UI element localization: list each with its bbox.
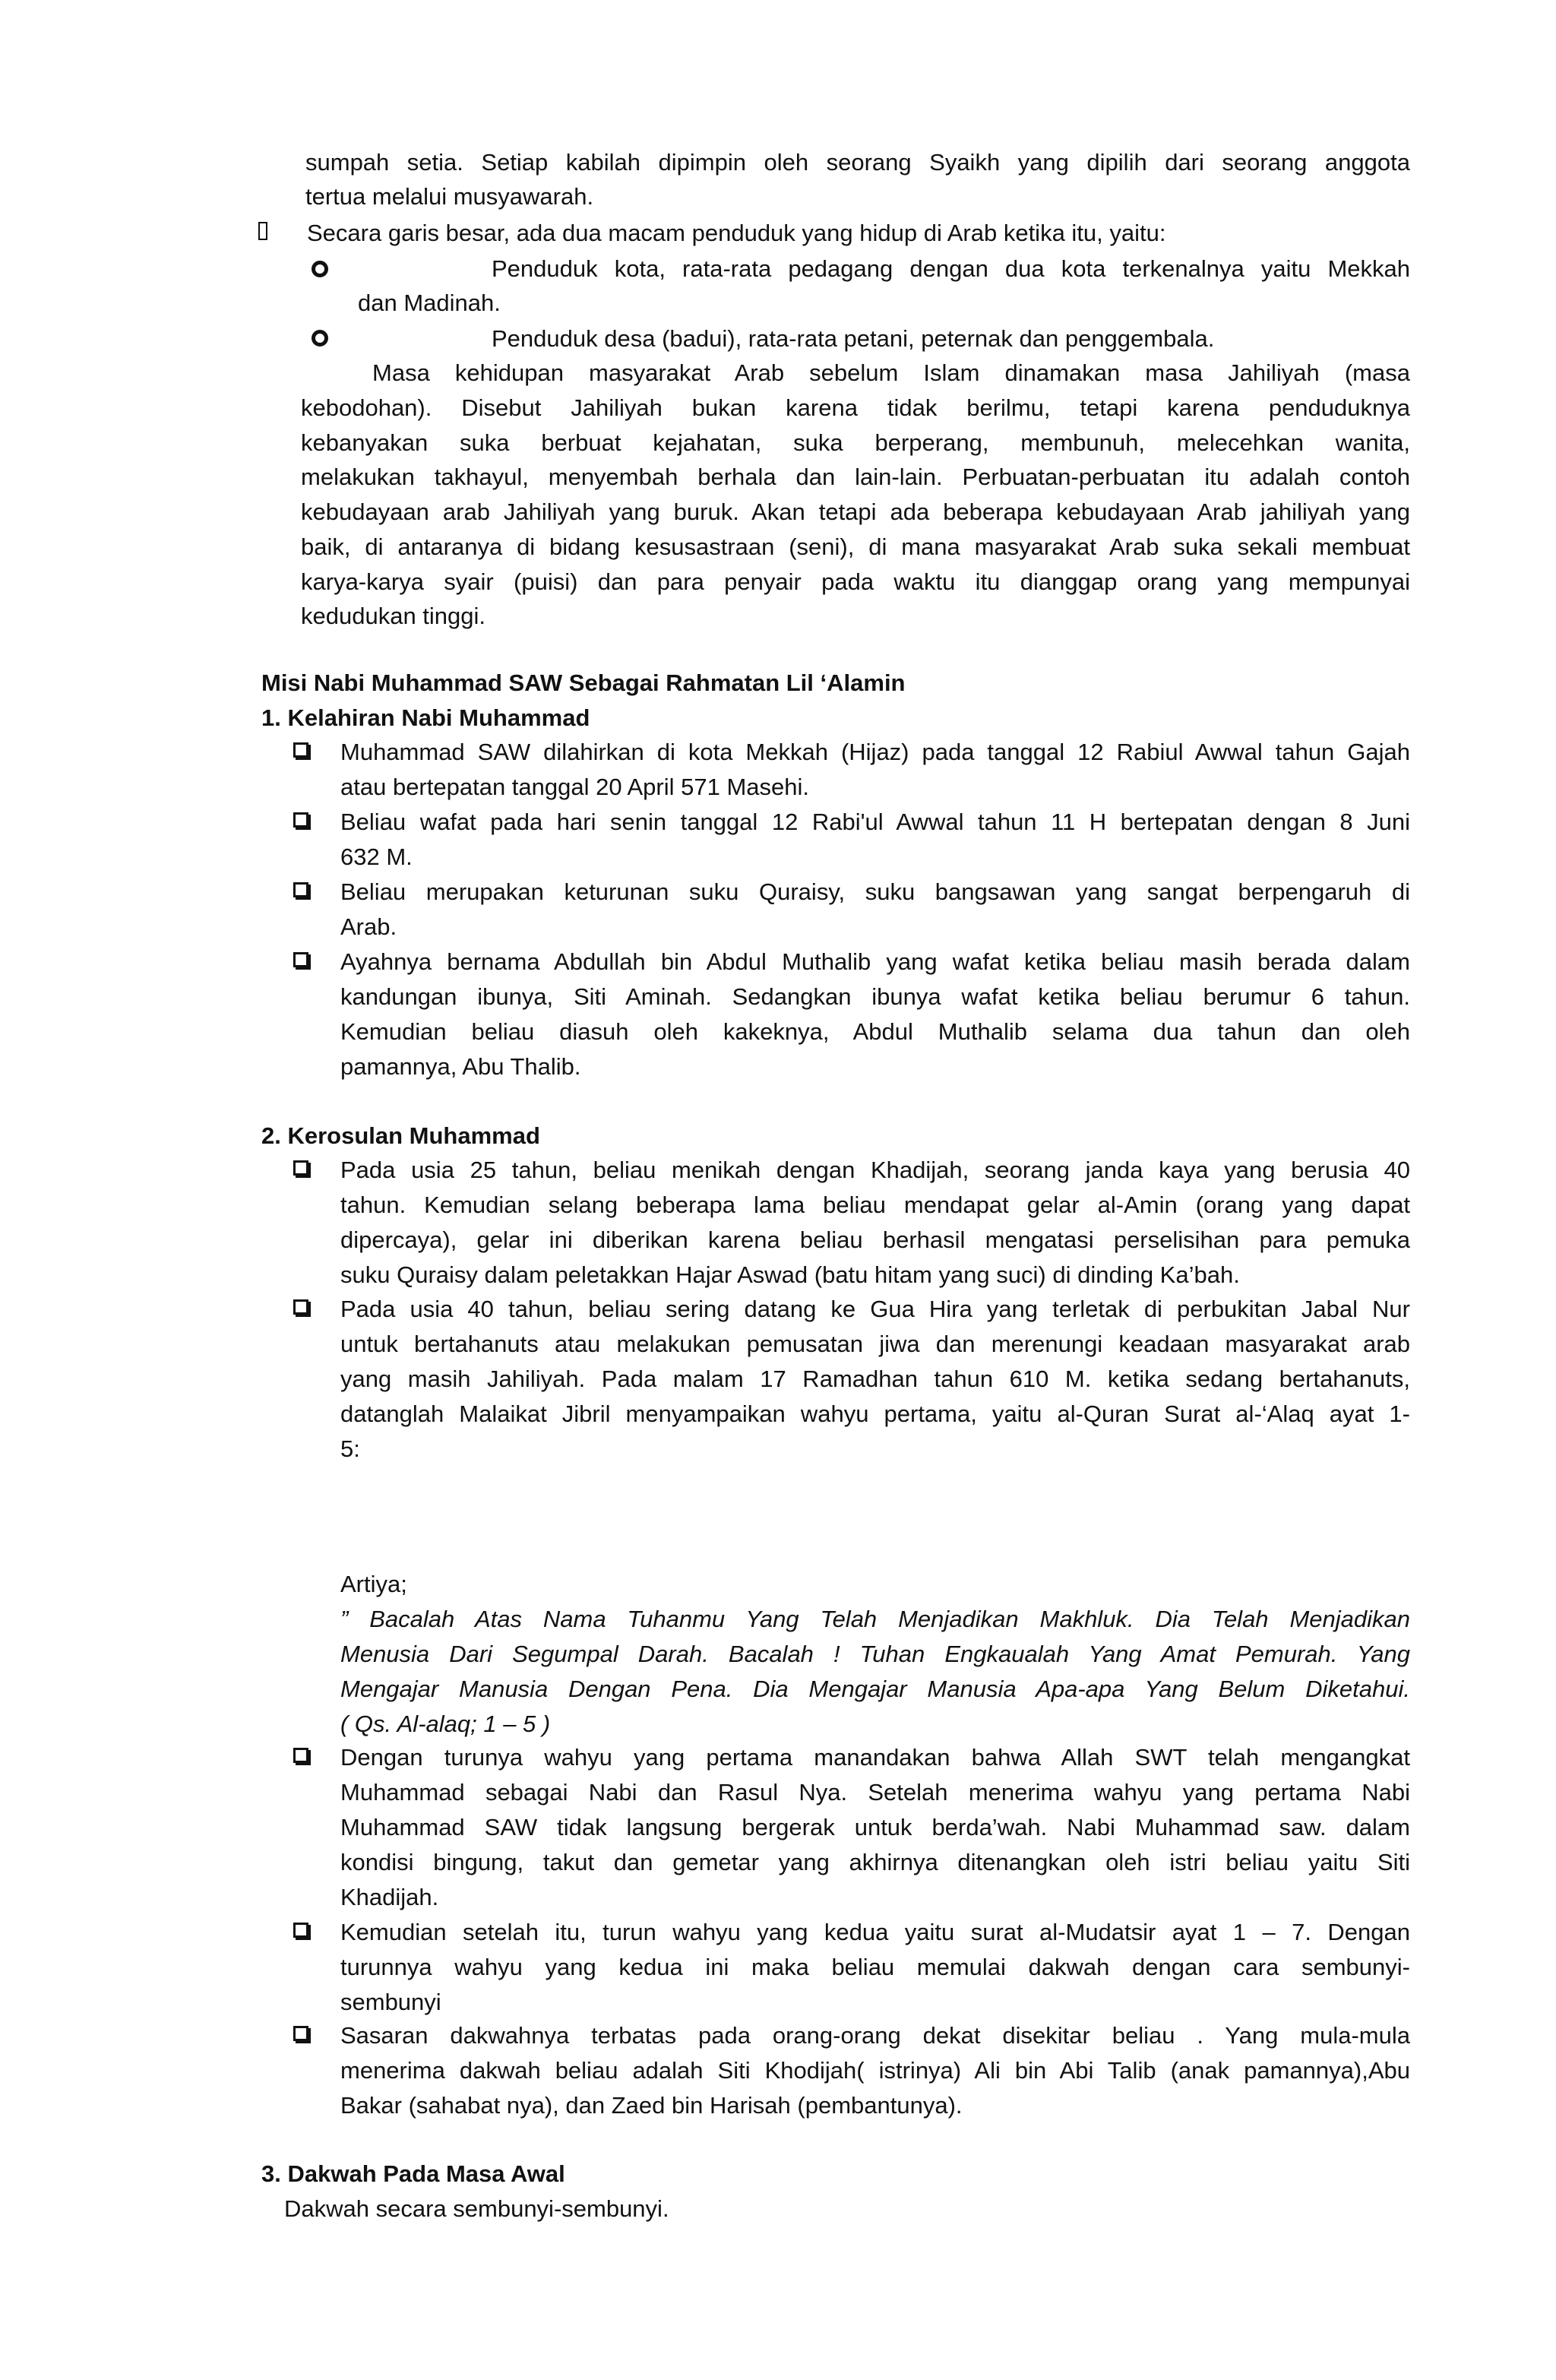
circle-bullet-icon xyxy=(312,330,328,347)
checkbox-bullet-icon xyxy=(293,2026,308,2041)
checkbox-bullet-icon xyxy=(293,952,308,967)
bullet-line: datanglah Malaikat Jibril menyampaikan wahyu pertama, yaitu al-Quran Surat al-‘Alaq ayat 1- xyxy=(340,1400,1410,1427)
checkbox-bullet-icon xyxy=(293,1299,308,1315)
bullet-line: Dengan turunya wahyu yang pertama manandakan bahwa Allah SWT telah mengangkat xyxy=(340,1744,1410,1771)
quote-reference: ( Qs. Al-alaq; 1 – 5 ) xyxy=(340,1711,551,1737)
bullet-line: Pada usia 25 tahun, beliau menikah dengan Khadijah, seorang janda kaya yang berusia 40 xyxy=(340,1157,1410,1183)
bullet-line: dipercaya), gelar ini diberikan karena beliau berhasil mengatasi perselisihan para pemuka xyxy=(340,1226,1410,1253)
checkbox-bullet-icon xyxy=(293,1923,308,1938)
paragraph-line: Masa kehidupan masyarakat Arab sebelum Islam dinamakan masa Jahiliyah (masa xyxy=(372,359,1410,386)
paragraph-line: kebudayaan arab Jahiliyah yang buruk. Akan tetapi ada beberapa kebudayaan Arab jahiliyah yang xyxy=(301,498,1410,525)
intro-line: dan Madinah. xyxy=(358,290,501,316)
bullet-line: atau bertepatan tanggal 20 April 571 Masehi. xyxy=(340,774,810,800)
bullet-line: suku Quraisy dalam peletakkan Hajar Aswad (batu hitam yang suci) di dinding Ka’bah. xyxy=(340,1261,1240,1288)
bullet-line: Kemudian beliau diasuh oleh kakeknya, Abdul Muthalib selama dua tahun dan oleh xyxy=(340,1018,1410,1045)
paragraph-line: karya-karya syair (puisi) dan para penyair pada waktu itu dianggap orang yang mempunyai xyxy=(301,568,1410,595)
intro-line: sumpah setia. Setiap kabilah dipimpin oleh seorang Syaikh yang dipilih dari seorang anggota xyxy=(305,149,1410,176)
missing-glyph-bullet-icon xyxy=(258,222,267,240)
checkbox-bullet-icon xyxy=(293,812,308,828)
quote-line: Mengajar Manusia Dengan Pena. Dia Mengajar Manusia Apa-apa Yang Belum Diketahui. xyxy=(340,1676,1410,1702)
intro-line: Penduduk kota, rata-rata pedagang dengan dua kota terkenalnya yaitu Mekkah xyxy=(492,255,1410,282)
section-heading: 3. Dakwah Pada Masa Awal xyxy=(261,2160,565,2187)
bullet-line: menerima dakwah beliau adalah Siti Khodijah( istrinya) Ali bin Abi Talib (anak pamannya),Abu xyxy=(340,2057,1410,2084)
bullet-line: untuk bertahanuts atau melakukan pemusatan jiwa dan merenungi keadaan masyarakat arab xyxy=(340,1331,1410,1357)
quote-line: ” Bacalah Atas Nama Tuhanmu Yang Telah Menjadikan Makhluk. Dia Telah Menjadikan xyxy=(340,1606,1410,1632)
circle-bullet-icon xyxy=(312,261,328,277)
section-heading: 2. Kerosulan Muhammad xyxy=(261,1122,540,1149)
bullet-line: Ayahnya bernama Abdullah bin Abdul Muthalib yang wafat ketika beliau masih berada dalam xyxy=(340,948,1410,975)
bullet-line: Kemudian setelah itu, turun wahyu yang kedua yaitu surat al-Mudatsir ayat 1 – 7. Dengan xyxy=(340,1919,1410,1945)
quote-line: Menusia Dari Segumpal Darah. Bacalah ! Tuhan Engkaualah Yang Amat Pemurah. Yang xyxy=(340,1641,1410,1667)
bullet-line: pamannya, Abu Thalib. xyxy=(340,1053,581,1080)
intro-line: Secara garis besar, ada dua macam penduduk yang hidup di Arab ketika itu, yaitu: xyxy=(307,220,1166,246)
bullet-line: Arab. xyxy=(340,913,397,940)
checkbox-bullet-icon xyxy=(293,882,308,897)
paragraph-line: kebodohan). Disebut Jahiliyah bukan karena tidak berilmu, tetapi karena penduduknya xyxy=(301,394,1410,421)
bullet-line: Sasaran dakwahnya terbatas pada orang-orang dekat disekitar beliau . Yang mula-mula xyxy=(340,2022,1410,2049)
bullet-line: Khadijah. xyxy=(340,1884,439,1910)
checkbox-bullet-icon xyxy=(293,742,308,758)
bullet-line: turunnya wahyu yang kedua ini maka beliau memulai dakwah dengan cara sembunyi- xyxy=(340,1954,1410,1980)
checkbox-bullet-icon xyxy=(293,1748,308,1763)
bullet-line: Muhammad sebagai Nabi dan Rasul Nya. Setelah menerima wahyu yang pertama Nabi xyxy=(340,1779,1410,1806)
bullet-line: 632 M. xyxy=(340,843,413,870)
paragraph-line: kebanyakan suka berbuat kejahatan, suka berperang, membunuh, melecehkan wanita, xyxy=(301,429,1410,456)
bullet-line: Pada usia 40 tahun, beliau sering datang ke Gua Hira yang terletak di perbukitan Jabal Nur xyxy=(340,1296,1410,1322)
bullet-line: Muhammad SAW dilahirkan di kota Mekkah (Hijaz) pada tanggal 12 Rabiul Awwal tahun Gajah xyxy=(340,739,1410,765)
paragraph-line: Dakwah secara sembunyi-sembunyi. xyxy=(284,2195,669,2222)
bullet-line: Beliau merupakan keturunan suku Quraisy, suku bangsawan yang sangat berpengaruh di xyxy=(340,878,1410,905)
bullet-line: Beliau wafat pada hari senin tanggal 12 Rabi'ul Awwal tahun 11 H bertepatan dengan 8 Juni xyxy=(340,809,1410,835)
intro-line: tertua melalui musyawarah. xyxy=(305,183,594,210)
bullet-line: kondisi bingung, takut dan gemetar yang akhirnya ditenangkan oleh istri beliau yaitu Siti xyxy=(340,1849,1410,1875)
paragraph-line: kedudukan tinggi. xyxy=(301,603,486,629)
section-heading: 1. Kelahiran Nabi Muhammad xyxy=(261,704,590,731)
paragraph-line: melakukan takhayul, menyembah berhala dan lain-lain. Perbuatan-perbuatan itu adalah contoh xyxy=(301,464,1410,490)
translation-label: Artiya; xyxy=(340,1571,407,1597)
checkbox-bullet-icon xyxy=(293,1160,308,1176)
bullet-line: 5: xyxy=(340,1435,360,1462)
paragraph-line: baik, di antaranya di bidang kesusastraan (seni), di mana masyarakat Arab suka sekali membuat xyxy=(301,533,1410,560)
bullet-line: Bakar (sahabat nya), dan Zaed bin Harisah (pembantunya). xyxy=(340,2092,963,2119)
intro-line: Penduduk desa (badui), rata-rata petani, peternak dan penggembala. xyxy=(492,325,1215,352)
bullet-line: kandungan ibunya, Siti Aminah. Sedangkan ibunya wafat ketika beliau berumur 6 tahun. xyxy=(340,983,1410,1010)
bullet-line: Muhammad SAW tidak langsung bergerak untuk berda’wah. Nabi Muhammad saw. dalam xyxy=(340,1814,1410,1840)
bullet-line: yang masih Jahiliyah. Pada malam 17 Ramadhan tahun 610 M. ketika sedang bertahanuts, xyxy=(340,1366,1410,1392)
bullet-line: tahun. Kemudian selang beberapa lama beliau mendapat gelar al-Amin (orang yang dapat xyxy=(340,1192,1410,1218)
bullet-line: sembunyi xyxy=(340,1989,441,2015)
section-title: Misi Nabi Muhammad SAW Sebagai Rahmatan Lil ‘Alamin xyxy=(261,669,906,696)
